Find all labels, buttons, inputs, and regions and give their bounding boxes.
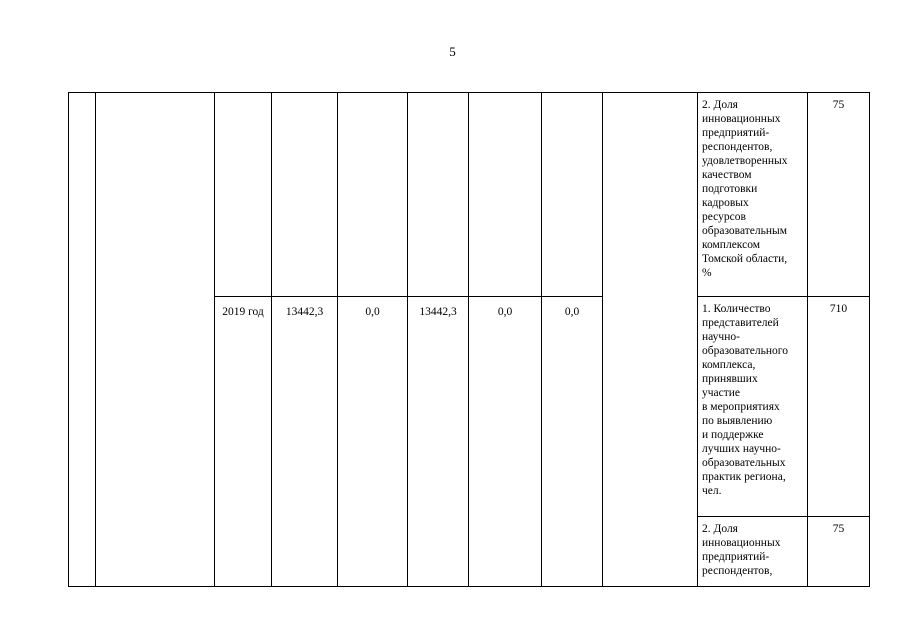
indicator-line: комплекса, xyxy=(702,359,756,371)
indicator-line: 1. Количество xyxy=(702,303,771,315)
indicator-line: Томской области, xyxy=(702,253,788,265)
indicator-line: принявших xyxy=(702,373,758,385)
indicator-line: респондентов, xyxy=(702,565,773,577)
task-name-cell xyxy=(96,93,215,587)
program-table xyxy=(68,92,870,587)
empty-cell xyxy=(272,93,338,297)
indicator-line: предприятий- xyxy=(702,551,770,563)
target-value: 75 xyxy=(808,93,870,297)
target-value: 75 xyxy=(808,517,870,587)
indicator-line: образовательных xyxy=(702,457,786,469)
local-cell: 0,0 xyxy=(469,297,542,587)
indicator-line: практик региона, xyxy=(702,471,786,483)
number-cell xyxy=(69,93,96,587)
target-value: 710 xyxy=(808,297,870,517)
indicator-line: лучших научно- xyxy=(702,443,781,455)
indicator-cell xyxy=(698,297,808,517)
indicator-line: 2. Доля xyxy=(702,99,738,111)
total-cell: 13442,3 xyxy=(272,297,338,587)
indicator-line: в мероприятиях xyxy=(702,401,780,413)
indicator-line: научно- xyxy=(702,331,740,343)
page-number: 5 xyxy=(449,44,456,59)
executor-cell xyxy=(603,93,698,587)
empty-cell xyxy=(338,93,408,297)
indicator-line: инновационных xyxy=(702,537,781,549)
indicator-line: инновационных xyxy=(702,113,781,125)
indicator-cell xyxy=(698,517,808,587)
indicator-line: участие xyxy=(702,387,741,399)
federal-cell: 0,0 xyxy=(338,297,408,587)
other-cell: 0,0 xyxy=(542,297,603,587)
indicator-line: комплексом xyxy=(702,239,761,251)
indicator-line: чел. xyxy=(702,485,722,497)
year-cell: 2019 год xyxy=(215,297,272,587)
empty-cell xyxy=(469,93,542,297)
indicator-line: респондентов, xyxy=(702,141,773,153)
indicator-line: предприятий- xyxy=(702,127,770,139)
indicator-line: образовательным xyxy=(702,225,788,237)
indicator-line: по выявлению xyxy=(702,415,773,427)
empty-cell xyxy=(215,93,272,297)
indicator-line: удовлетворенных xyxy=(702,155,788,167)
indicator-line: и поддержке xyxy=(702,429,764,441)
empty-cell xyxy=(542,93,603,297)
indicator-cell xyxy=(698,93,808,297)
indicator-line: % xyxy=(702,267,712,279)
empty-cell xyxy=(408,93,469,297)
indicator-line: 2. Доля xyxy=(702,523,738,535)
indicator-line: образовательного xyxy=(702,345,788,357)
indicator-line: кадровых xyxy=(702,197,749,209)
indicator-line: ресурсов xyxy=(702,211,746,223)
indicator-line: подготовки xyxy=(702,183,758,195)
indicator-line: качеством xyxy=(702,169,752,181)
table-row xyxy=(69,93,870,297)
indicator-line: представителей xyxy=(702,317,779,329)
regional-cell: 13442,3 xyxy=(408,297,469,587)
